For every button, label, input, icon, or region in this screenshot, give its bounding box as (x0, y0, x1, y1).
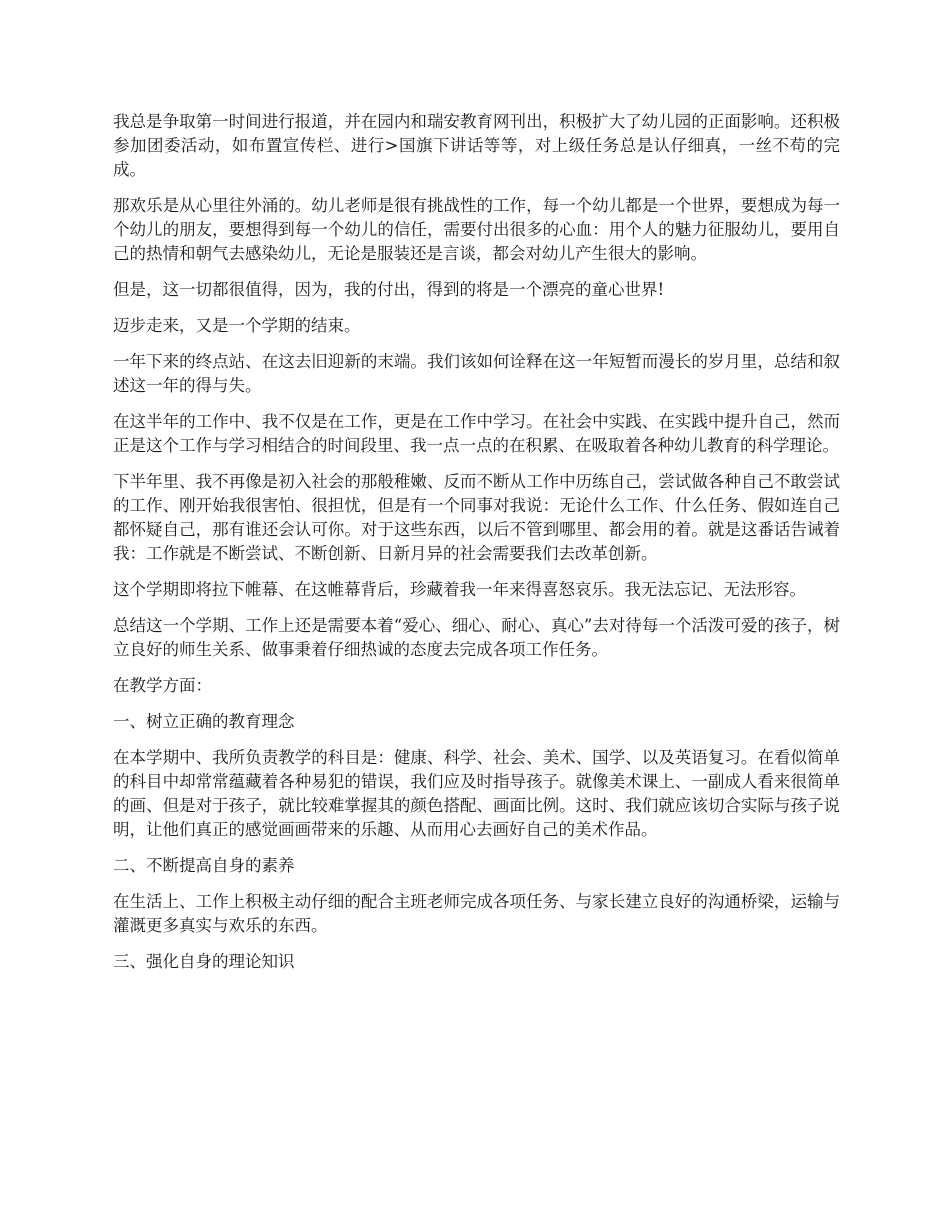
paragraph-2: 那欢乐是从心里往外涌的。幼儿老师是很有挑战性的工作，每一个幼儿都是一个世界，要想成为每一个幼儿的朋友，要想得到每一个幼儿的信任，需要付出很多的心血：用个人的魅力征服幼儿，要用自己的热情和朝气去感染幼儿，无论是服装还是言谈，都会对幼儿产生很大的影响。 (113, 196, 840, 263)
section-heading-1: 一、树立正确的教育理念 (113, 712, 295, 731)
paragraph-8: 这个学期即将拉下帷幕、在这帷幕背后，珍藏着我一年来得喜怒哀乐。我无法忘记、无法形容。 (113, 580, 806, 599)
paragraph-4: 迈步走来，又是一个学期的结束。 (113, 316, 361, 335)
paragraph-5: 一年下来的终点站、在这去旧迎新的末端。我们该如何诠释在这一年短暂而漫长的岁月里，总结和叙述这一年的得与失。 (113, 352, 840, 395)
paragraph-10: 在本学期中、我所负责教学的科目是：健康、科学、社会、美术、国学、以及英语复习。在看似简单的科目中却常常蕴藏着各种易犯的错误，我们应及时指导孩子。就像美术课上、一副成人看来很简单的画、但是对于孩子，就比较难掌握其的颜色搭配、画面比例。这时、我们就应该切合实际与孩子说明，让他们真正的感觉画画带来的乐趣、从而用心去画好自己的美术作品。 (113, 748, 840, 839)
paragraph-7: 下半年里、我不再像是初入社会的那般稚嫩、反而不断从工作中历练自己，尝试做各种自己不敢尝试的工作、刚开始我很害怕、很担忧，但是有一个同事对我说：无论什么工作、什么任务、假如连自己都怀疑自己，那有谁还会认可你。对于这些东西，以后不管到哪里、都会用的着。就是这番话告诫着我：工作就是不断尝试、不断创新、日新月异的社会需要我们去改革创新。 (113, 472, 840, 563)
paragraph-3: 但是，这一切都很值得，因为，我的付出，得到的将是一个漂亮的童心世界! (113, 280, 665, 299)
document-body (113, 110, 840, 986)
section-heading-2: 二、不断提高自身的素养 (113, 856, 295, 875)
paragraph-11: 在生活上、工作上积极主动仔细的配合主班老师完成各项任务、与家长建立良好的沟通桥梁，运输与灌溉更多真实与欢乐的东西。 (113, 892, 840, 935)
paragraph-9: 总结这一个学期、工作上还是需要本着“爱心、细心、耐心、真心”去对待每一个活泼可爱的孩子，树立良好的师生关系、做事秉着仔细热诚的态度去完成各项工作任务。 (113, 616, 840, 659)
section-heading-3: 三、强化自身的理论知识 (113, 952, 295, 971)
paragraph-6: 在这半年的工作中、我不仅是在工作，更是在工作中学习。在社会中实践、在实践中提升自己，然而正是这个工作与学习相结合的时间段里、我一点一点的在积累、在吸取着各种幼儿教育的科学理论。 (113, 412, 840, 455)
paragraph-1: 我总是争取第一时间进行报道，并在园内和瑞安教育网刊出，积极扩大了幼儿园的正面影响。还积极参加团委活动，如布置宣传栏、进行>国旗下讲话等等，对上级任务总是认仔细真，一丝不苟的完成。 (113, 112, 840, 179)
section-intro: 在教学方面： (113, 676, 212, 695)
